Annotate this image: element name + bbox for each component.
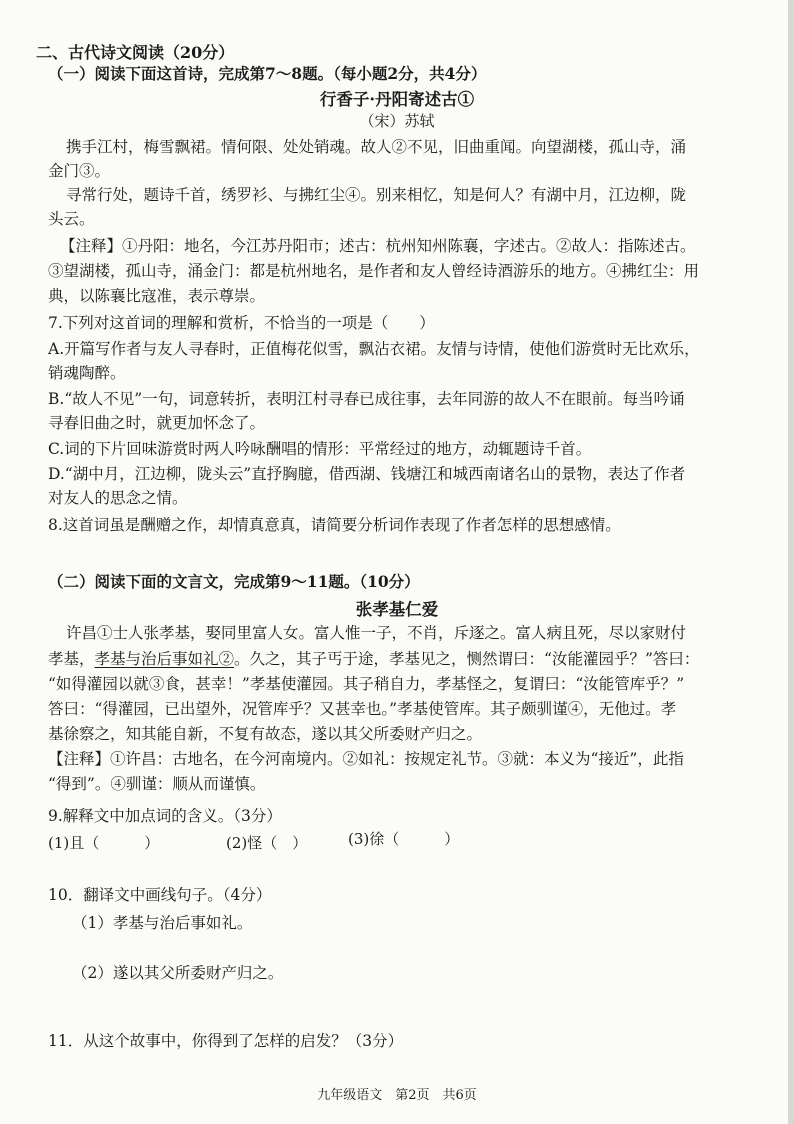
prose-text: 。久之，其子丐于途，孝基见之，恻然谓曰：“汝能灌园乎？”答曰： (234, 650, 700, 668)
poem-line: 寻常行处，题诗千首，绣罗衫、与拂红尘④。别来相忆，知是何人？有湖中月，江边柳，陇 (66, 186, 687, 204)
question-11: 11．从这个故事中，你得到了怎样的启发？（3分） (48, 1032, 404, 1050)
q10-item-1: （1）孝基与治后事如礼。 (72, 914, 253, 932)
q7-option-d: D.“湖中月，江边柳，陇头云”直抒胸臆，借西湖、钱塘江和城西南诸名山的景物，表达了作者 (48, 465, 686, 483)
prose-line (48, 648, 748, 670)
poem-line: 携手江村，梅雪飘裙。情何限、处处销魂。故人②不见，旧曲重闻。向望湖楼，孤山寺，涌 (66, 138, 687, 156)
part2-intro: （二）阅读下面的文言文，完成第9～11题。（10分） (48, 572, 420, 591)
prose-text: 孝基 (48, 650, 80, 668)
note-line: ③望湖楼，孤山寺，涌金门：都是杭州地名，是作者和友人曾经诗酒游乐的地方。④拂红尘：用 (48, 262, 700, 280)
note-line: 【注释】①丹阳：地名，今江苏丹阳市；述古：杭州知州陈襄，字述古。②故人：指陈述古。 (60, 237, 696, 255)
q7-option-b-cont: 寻春旧曲之时，就更加怀念了。 (48, 414, 266, 432)
q7-option-b: B.“故人不见”一句，词意转折，表明江村寻春已成往事，去年同游的故人不在眼前。每当吟诵 (48, 390, 685, 408)
q7-option-a: A.开篇写作者与友人寻春时，正值梅花似雪，飘沾衣裙。友情与诗情，使他们游赏时无比欢乐， (48, 340, 700, 358)
prose-line: “如得灌园以就③食，甚幸！”孝基使灌园。其子稍自力，孝基怪之，复谓曰：“汝能管库乎？” (48, 675, 685, 693)
poem-line: 金门③。 (48, 162, 111, 180)
q10-item-2: （2）遂以其父所委财产归之。 (72, 964, 284, 982)
poem-title: 行香子·丹阳寄述古① (319, 90, 475, 109)
scan-edge (788, 0, 794, 1124)
note-line: “得到”。④驯谨：顺从而谨慎。 (48, 775, 266, 793)
note-line: 典，以陈襄比寇准，表示尊崇。 (48, 287, 266, 305)
q7-option-c: C.词的下片回味游赏时两人吟咏酬唱的情形：平常经过的地方，动辄题诗千首。 (48, 440, 592, 458)
q9-item-3: (3)徐（ ） (348, 830, 460, 848)
q7-option-a-cont: 销魂陶醉。 (48, 364, 126, 382)
section-heading: 二、古代诗文阅读（20分） (36, 43, 235, 62)
prose-line: 答曰：“得灌园，已出望外，况管库乎？又甚幸也。”孝基使管库。其子颇驯谨④，无他过。孝 (48, 700, 677, 718)
part1-intro: （一）阅读下面这首诗，完成第7～8题。（每小题2分，共4分） (48, 64, 487, 83)
question-8: 8.这首词虽是酬赠之作，却情真意真，请简要分析词作表现了作者怎样的思想感情。 (48, 516, 621, 534)
prose-text: ， (79, 650, 95, 668)
poem-author: （宋）苏轼 (359, 112, 435, 130)
prose-line: 许昌①士人张孝基，娶同里富人女。富人惟一子，不肖，斥逐之。富人病且死，尽以家财付 (66, 624, 687, 642)
q10-stem: 10．翻译文中画线句子。（4分） (48, 886, 272, 904)
note-line: 【注释】①许昌：古地名，在今河南境内。②如礼：按规定礼节。③就：本义为“接近”，此指 (48, 750, 684, 768)
page-footer: 九年级语文 第2页 共6页 (317, 1088, 477, 1103)
prose-line: 基徐察之，知其能自新，不复有故态，遂以其父所委财产归之。 (48, 725, 483, 743)
prose-title: 张孝基仁爱 (355, 600, 439, 619)
q9-stem: 9.解释文中加点词的含义。（3分） (48, 807, 282, 825)
q9-item-1: (1)且（ ） (48, 834, 160, 852)
q7-stem: 7.下列对这首词的理解和赏析，不恰当的一项是（ ） (48, 314, 435, 332)
q9-item-2: (2)怪（ ） (226, 834, 308, 852)
underlined-sentence-1: 孝基与治后事如礼② (94, 650, 235, 668)
poem-line: 头云。 (48, 210, 95, 228)
q7-option-d-cont: 对友人的思念之情。 (48, 489, 188, 507)
